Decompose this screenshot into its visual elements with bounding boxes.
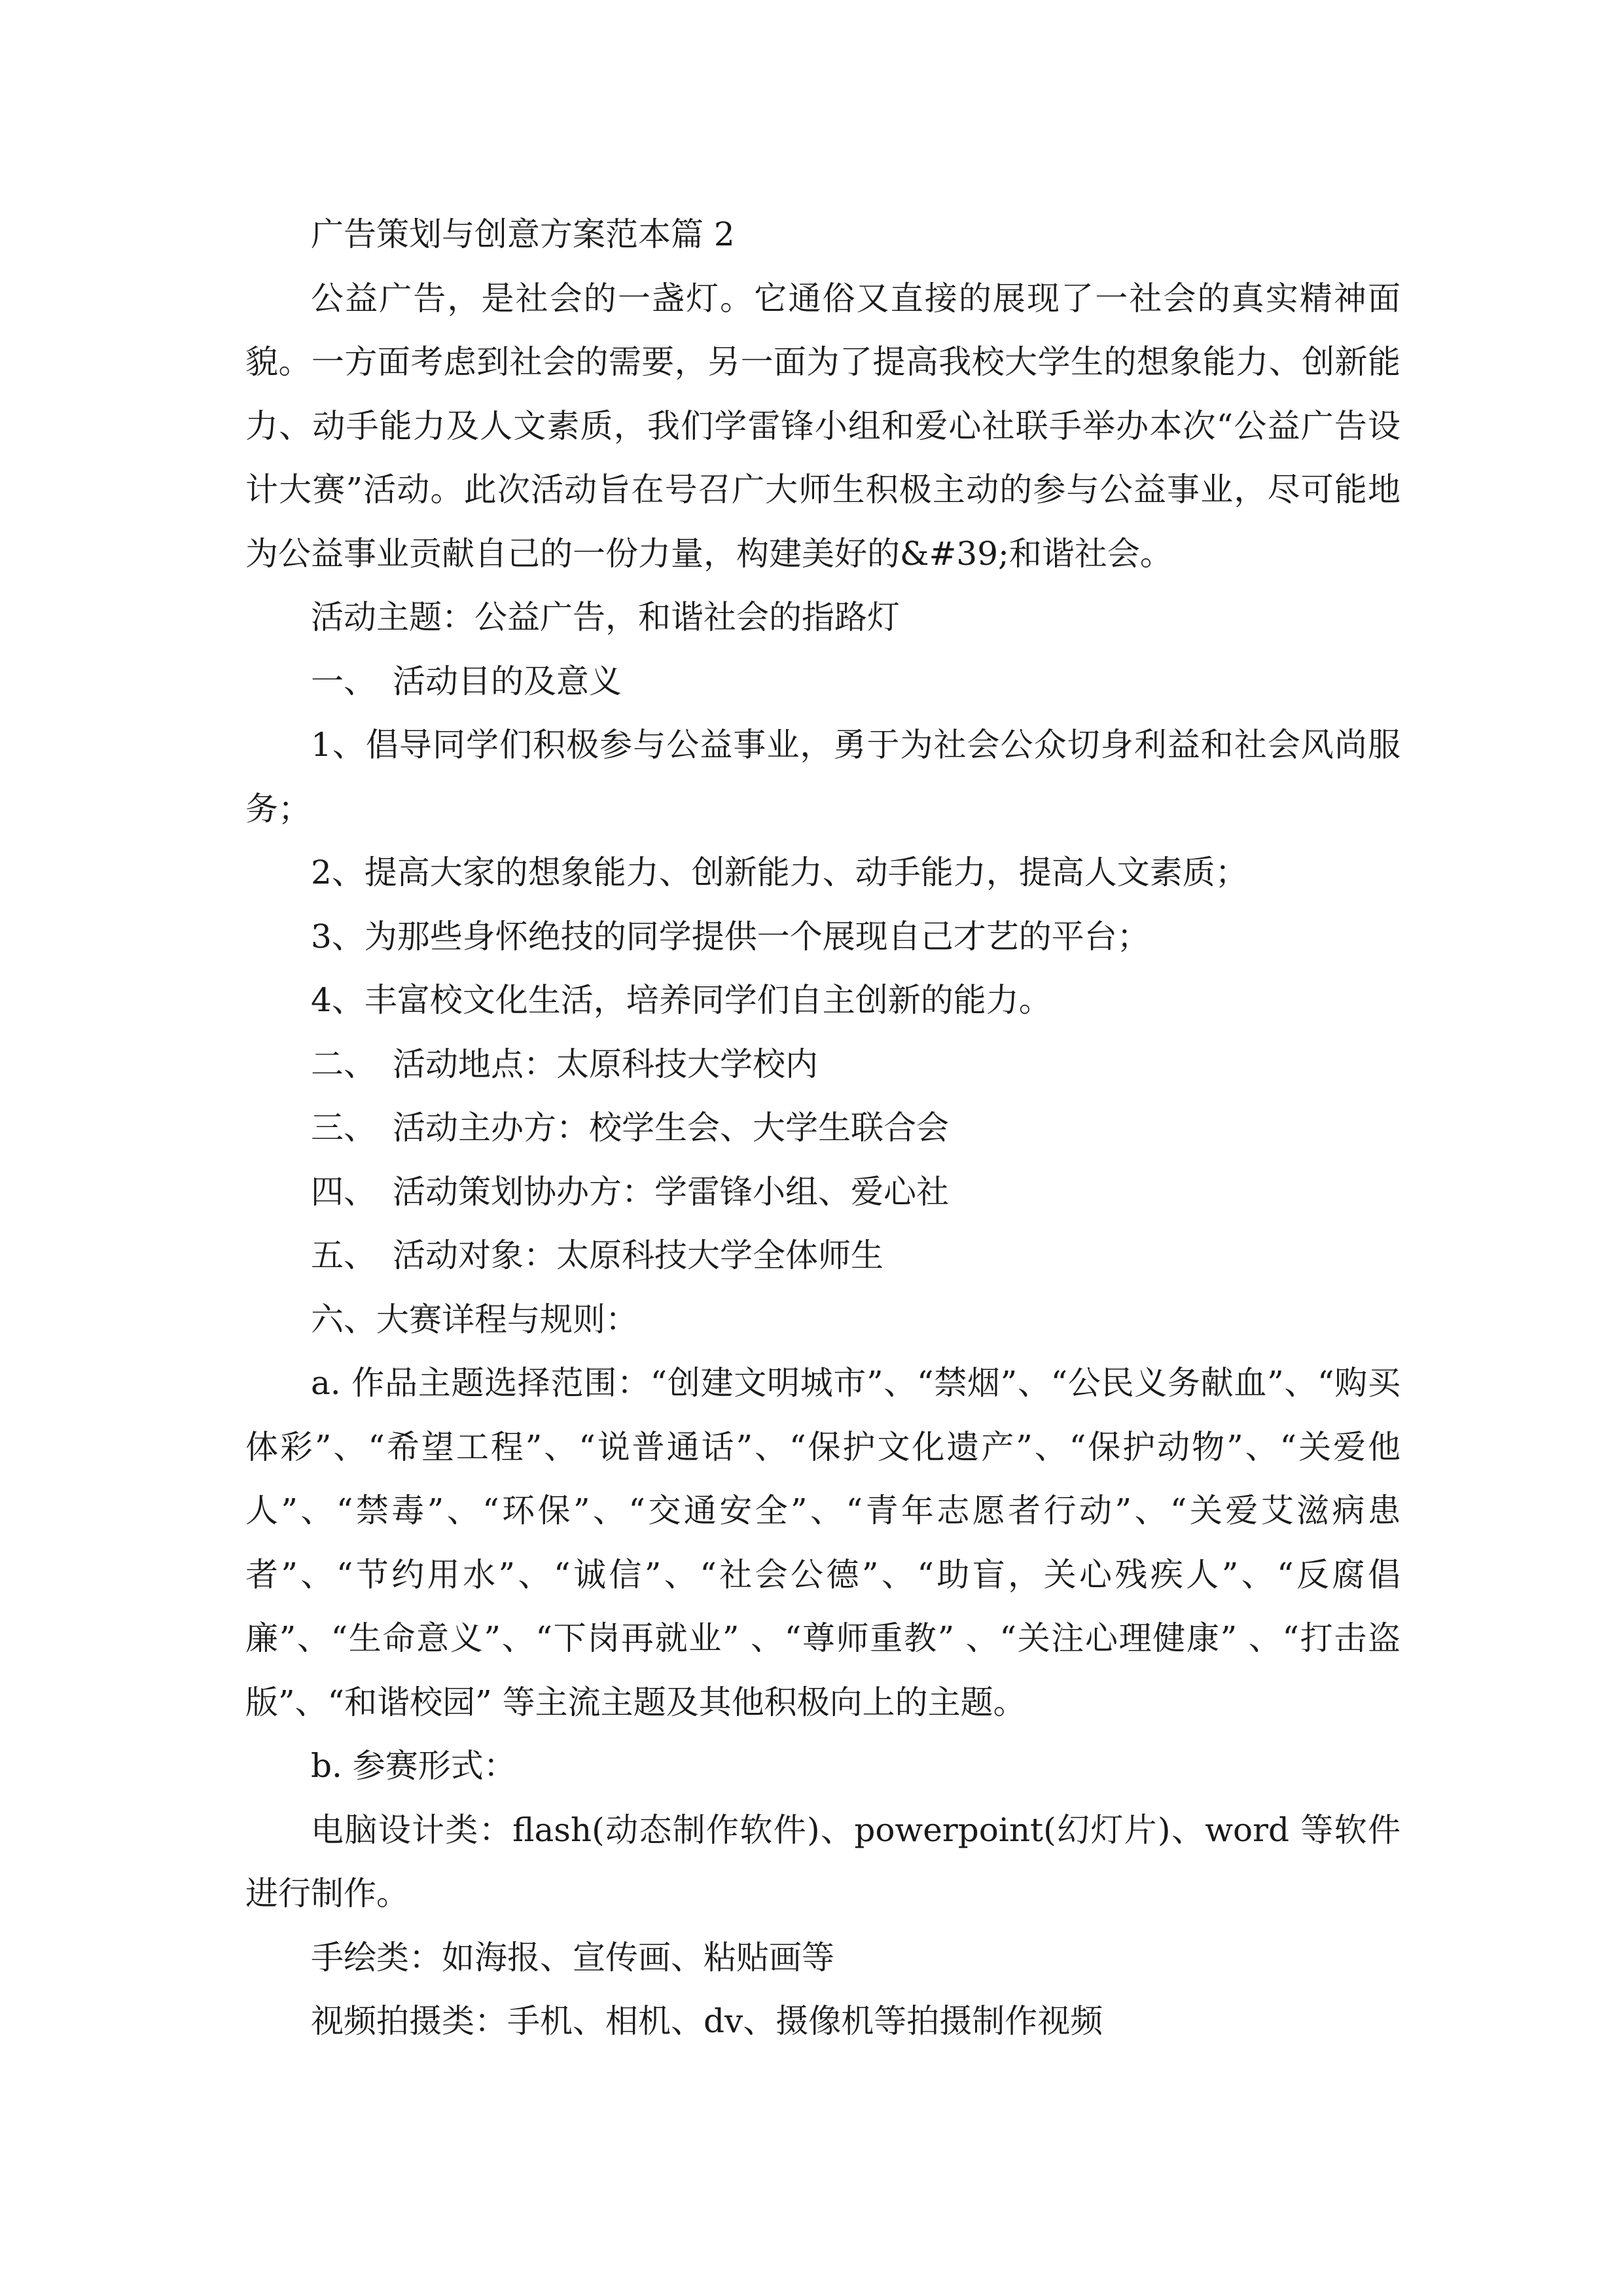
list-item-purpose-4: 4、丰富校文化生活，培养同学们自主创新的能力。: [311, 981, 1052, 1019]
list-item-purpose-2: 2、提高大家的想象能力、创新能力、动手能力，提高人文素质；: [311, 853, 1248, 891]
document-body: [245, 203, 1400, 2054]
section-heading-organizer: 三、 活动主办方：校学生会、大学生联合会: [311, 1109, 949, 1147]
paragraph-entry-format: b. 参赛形式：: [311, 1747, 516, 1785]
document-title: 广告策划与创意方案范本篇 2: [311, 215, 735, 253]
list-item-purpose-3: 3、为那些身怀绝技的同学提供一个展现自己才艺的平台；: [311, 917, 1150, 956]
section-heading-co-organizer: 四、 活动策划协办方：学雷锋小组、爱心社: [311, 1172, 949, 1211]
paragraph-topic-range: a. 作品主题选择范围：“创建文明城市”、“禁烟”、“公民义务献血”、“购买体彩”、“希望工程”、“说普通话”、“保护文化遗产”、“保护动物”、“关爱他人”、“禁毒”、“环保”、“交通安全”、“青年志愿者行动”、“关爱艾滋病患者”、“节约用水”、“诚信”、“社会公德”、“助盲，关心残疾人”、“反腐倡廉”、“生命意义”、“下岗再就业” 、“尊师重教” 、“关注心理健康” 、“打击盗版”、“和谐校园” 等主流主题及其他积极向上的主题。: [245, 1364, 1400, 1721]
paragraph-video: 视频拍摄类：手机、相机、dv、摄像机等拍摄制作视频: [311, 2002, 1103, 2040]
paragraph-hand-drawn: 手绘类：如海报、宣传画、粘贴画等: [311, 1938, 834, 1977]
paragraph-computer-design: 电脑设计类：flash(动态制作软件)、powerpoint(幻灯片)、word 等软件进行制作。: [245, 1810, 1400, 1912]
section-heading-location: 二、 活动地点：太原科技大学校内: [311, 1045, 818, 1083]
paragraph-intro: 公益广告，是社会的一盏灯。它通俗又直接的展现了一社会的真实精神面貌。一方面考虑到社会的需要，另一面为了提高我校大学生的想象能力、创新能力、动手能力及人文素质，我们学雷锋小组和爱心社联手举办本次“公益广告设计大赛”活动。此次活动旨在号召广大师生积极主动的参与公益事业，尽可能地为公益事业贡献自己的一份力量，构建美好的&#39;和谐社会。: [245, 279, 1400, 573]
section-heading-purpose: 一、 活动目的及意义: [311, 662, 622, 700]
section-heading-audience: 五、 活动对象：太原科技大学全体师生: [311, 1236, 883, 1274]
paragraph-theme: 活动主题：公益广告，和谐社会的指路灯: [311, 598, 900, 636]
list-item-purpose-1: 1、倡导同学们积极参与公益事业，勇于为社会公众切身利益和社会风尚服务；: [245, 726, 1400, 828]
section-heading-rules: 六、大赛详程与规则：: [311, 1300, 638, 1338]
